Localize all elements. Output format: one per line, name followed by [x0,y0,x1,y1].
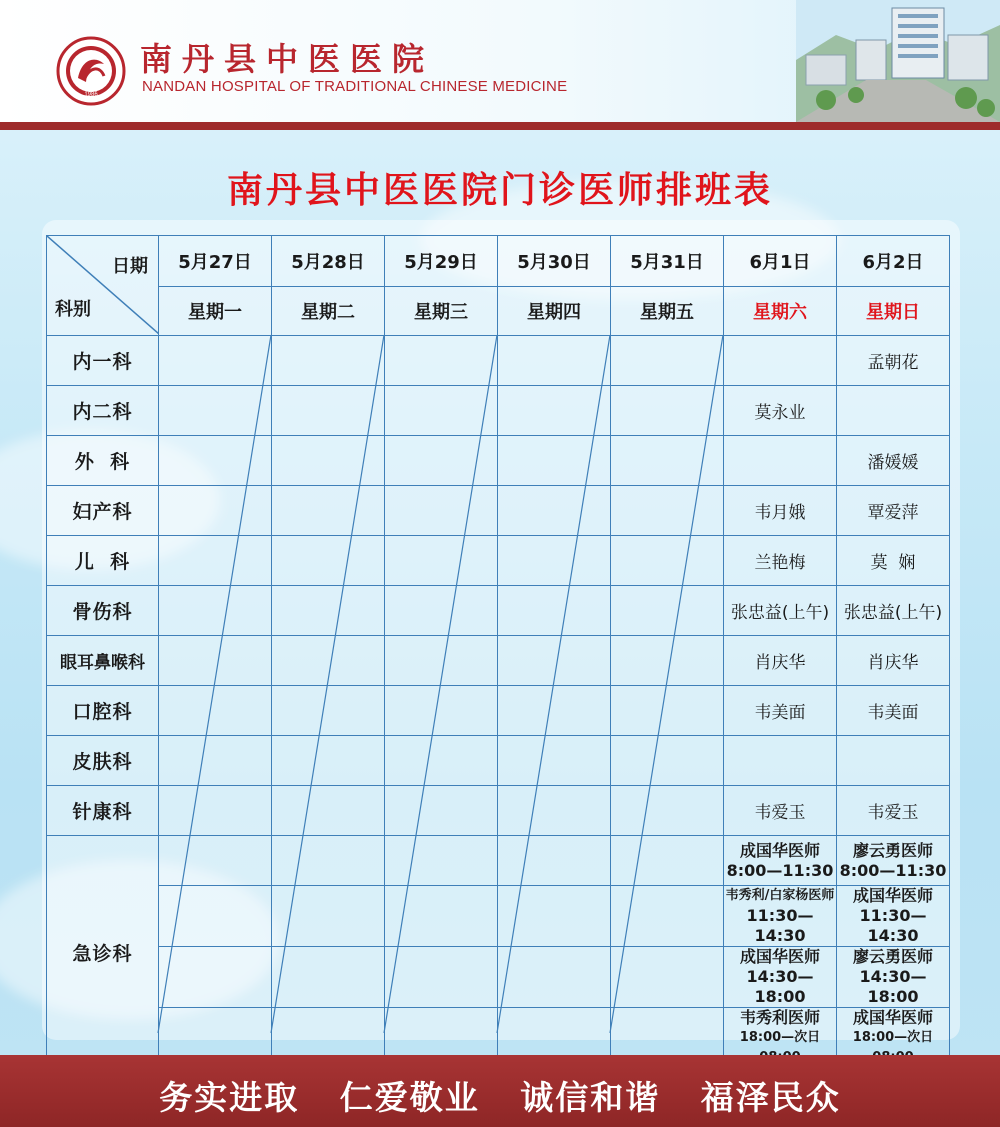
schedule-cell-empty [498,836,611,886]
date-header: 5月30日 [498,236,611,287]
schedule-cell-empty [272,336,385,386]
department-label: 内一科 [47,336,159,386]
schedule-cell-empty [159,686,272,736]
schedule-cell-empty [498,886,611,947]
schedule-cell-empty [272,736,385,786]
schedule-cell-empty [272,536,385,586]
schedule-cell-empty [498,336,611,386]
department-row [47,436,950,486]
weekday-header: 星期三 [385,287,498,336]
emergency-row [47,947,950,1008]
doctor-cell-sun: 覃爱萍 [837,486,950,536]
doctor-cell-sat: 兰艳梅 [724,536,837,586]
emergency-row [47,836,950,886]
schedule-cell-empty [611,636,724,686]
department-row [47,386,950,436]
header-divider-bar [0,122,1000,130]
schedule-cell-empty [385,786,498,836]
schedule-cell-empty [385,386,498,436]
emergency-shift-cell-sat [724,836,837,886]
department-label: 急诊科 [47,836,159,1069]
schedule-table [46,235,950,1069]
department-row [47,586,950,636]
logo-year: 1986 [84,92,98,98]
doctor-cell-sat: 韦月娥 [724,486,837,536]
doctor-cell-sat: 莫永业 [724,386,837,436]
schedule-cell-empty [611,736,724,786]
emergency-doctor-name: 韦秀利医师 [739,1008,820,1027]
schedule-cell-empty [272,886,385,947]
schedule-cell-empty [385,836,498,886]
department-label: 外 科 [47,436,159,486]
schedule-cell-empty [498,736,611,786]
emergency-doctor-name: 成国华医师 [739,947,820,966]
schedule-cell-empty [611,686,724,736]
doctor-cell-sun: 孟朝花 [837,336,950,386]
hospital-name: 南丹县中医医院 [140,40,435,78]
schedule-cell-empty [498,636,611,686]
hospital-building-image [796,0,1000,122]
table-corner-header [47,236,159,336]
schedule-cell-empty [498,686,611,736]
department-label: 妇产科 [47,486,159,536]
schedule-cell-empty [498,586,611,636]
schedule-cell-empty [611,486,724,536]
emergency-doctor-name: 成国华医师 [852,886,933,905]
schedule-cell-empty [272,586,385,636]
corner-date-label: 日期 [112,256,148,277]
department-row [47,686,950,736]
schedule-cell-empty [272,686,385,736]
emergency-doctor-name: 廖云勇医师 [852,947,933,966]
schedule-cell-empty [498,786,611,836]
schedule-cell-empty [159,386,272,436]
doctor-cell-sat [724,736,837,786]
emergency-shift-time: 18:00—次日 [852,1030,934,1045]
doctor-cell-sun: 韦爱玉 [837,786,950,836]
schedule-cell-empty [385,436,498,486]
schedule-cell-empty [385,336,498,386]
emergency-doctor-name: 成国华医师 [852,1008,933,1027]
emergency-shift-time: 14:30—18:00 [859,967,927,1006]
department-row [47,786,950,836]
schedule-cell-empty [611,886,724,947]
schedule-cell-empty [159,886,272,947]
schedule-cell-empty [498,486,611,536]
date-header: 5月27日 [159,236,272,287]
schedule-cell-empty [272,486,385,536]
schedule-cell-empty [272,947,385,1008]
department-label: 皮肤科 [47,736,159,786]
footer-slogan: 务实进取 仁爱敬业 诚信和谐 福泽民众 [159,1078,841,1117]
department-label: 儿 科 [47,536,159,586]
schedule-cell-empty [272,636,385,686]
department-row [47,486,950,536]
emergency-doctor-name: 成国华医师 [739,840,820,860]
emergency-shift-cell-sun [837,836,950,886]
emergency-shift-cell-sat [724,886,837,947]
emergency-doctor-name: 廖云勇医师 [852,840,933,860]
schedule-cell-empty [159,947,272,1008]
emergency-doctor-name: 韦秀利/白家杨医师 [725,888,835,903]
date-header: 5月29日 [385,236,498,287]
schedule-cell-empty [498,436,611,486]
date-header: 5月28日 [272,236,385,287]
schedule-cell-empty [385,486,498,536]
schedule-cell-empty [611,947,724,1008]
schedule-cell-empty [498,536,611,586]
emergency-shift-time: 14:30—18:00 [746,967,814,1006]
doctor-cell-sun: 张忠益(上午) [837,586,950,636]
hospital-logo [56,36,126,106]
schedule-cell-empty [159,836,272,886]
emergency-shift-time: 11:30—14:30 [746,906,814,945]
schedule-cell-empty [159,336,272,386]
corner-dept-label: 科别 [55,299,91,320]
schedule-cell-empty [385,886,498,947]
department-row [47,636,950,686]
schedule-cell-empty [611,536,724,586]
date-header: 6月1日 [724,236,837,287]
schedule-cell-empty [159,536,272,586]
schedule-cell-empty [159,486,272,536]
weekday-header: 星期一 [159,287,272,336]
schedule-cell-empty [159,636,272,686]
schedule-cell-empty [272,386,385,436]
hospital-name-english: NANDAN HOSPITAL OF TRADITIONAL CHINESE MEDICINE [142,78,568,95]
doctor-cell-sun [837,386,950,436]
department-row [47,536,950,586]
schedule-cell-empty [159,586,272,636]
weekday-header: 星期五 [611,287,724,336]
schedule-cell-empty [385,947,498,1008]
emergency-row [47,886,950,947]
weekday-header-weekend: 星期六 [724,287,837,336]
department-label: 针康科 [47,786,159,836]
doctor-cell-sat: 张忠益(上午) [724,586,837,636]
emergency-shift-time: 8:00—11:30 [839,860,947,880]
emergency-shift-cell-sun [837,947,950,1008]
date-header: 6月2日 [837,236,950,287]
schedule-cell-empty [611,336,724,386]
doctor-cell-sun: 韦美面 [837,686,950,736]
schedule-cell-empty [498,947,611,1008]
schedule-cell-empty [159,436,272,486]
emergency-shift-time: 11:30—14:30 [859,906,927,945]
schedule-cell-empty [159,786,272,836]
date-header: 5月31日 [611,236,724,287]
schedule-cell-empty [611,586,724,636]
emergency-shift-cell-sat [724,947,837,1008]
doctor-cell-sun: 肖庆华 [837,636,950,686]
weekday-header: 星期四 [498,287,611,336]
department-label: 骨伤科 [47,586,159,636]
schedule-cell-empty [272,786,385,836]
department-row [47,336,950,386]
schedule-cell-empty [611,786,724,836]
doctor-cell-sat: 韦美面 [724,686,837,736]
doctor-cell-sat: 韦爱玉 [724,786,837,836]
emergency-shift-cell-sun [837,886,950,947]
schedule-cell-empty [159,736,272,786]
doctor-cell-sun [837,736,950,786]
schedule-cell-empty [385,686,498,736]
schedule-cell-empty [498,386,611,436]
emergency-shift-time: 18:00—次日 [739,1030,821,1045]
schedule-cell-empty [611,386,724,436]
schedule-cell-empty [611,836,724,886]
weekday-header: 星期二 [272,287,385,336]
schedule-cell-empty [385,536,498,586]
schedule-cell-empty [272,836,385,886]
doctor-cell-sun: 莫 娴 [837,536,950,586]
page-title: 南丹县中医医院门诊医师排班表 [226,170,773,211]
doctor-cell-sat [724,436,837,486]
department-label: 眼耳鼻喉科 [47,636,159,686]
department-label: 口腔科 [47,686,159,736]
schedule-cell-empty [272,436,385,486]
department-label: 内二科 [47,386,159,436]
doctor-cell-sat: 肖庆华 [724,636,837,686]
header-banner [0,0,1000,124]
department-row [47,736,950,786]
doctor-cell-sat [724,336,837,386]
schedule-cell-empty [385,736,498,786]
doctor-cell-sun: 潘媛媛 [837,436,950,486]
emergency-shift-time: 8:00—11:30 [726,860,834,880]
schedule-cell-empty [385,636,498,686]
schedule-cell-empty [611,436,724,486]
weekday-header-weekend: 星期日 [837,287,950,336]
schedule-cell-empty [385,586,498,636]
